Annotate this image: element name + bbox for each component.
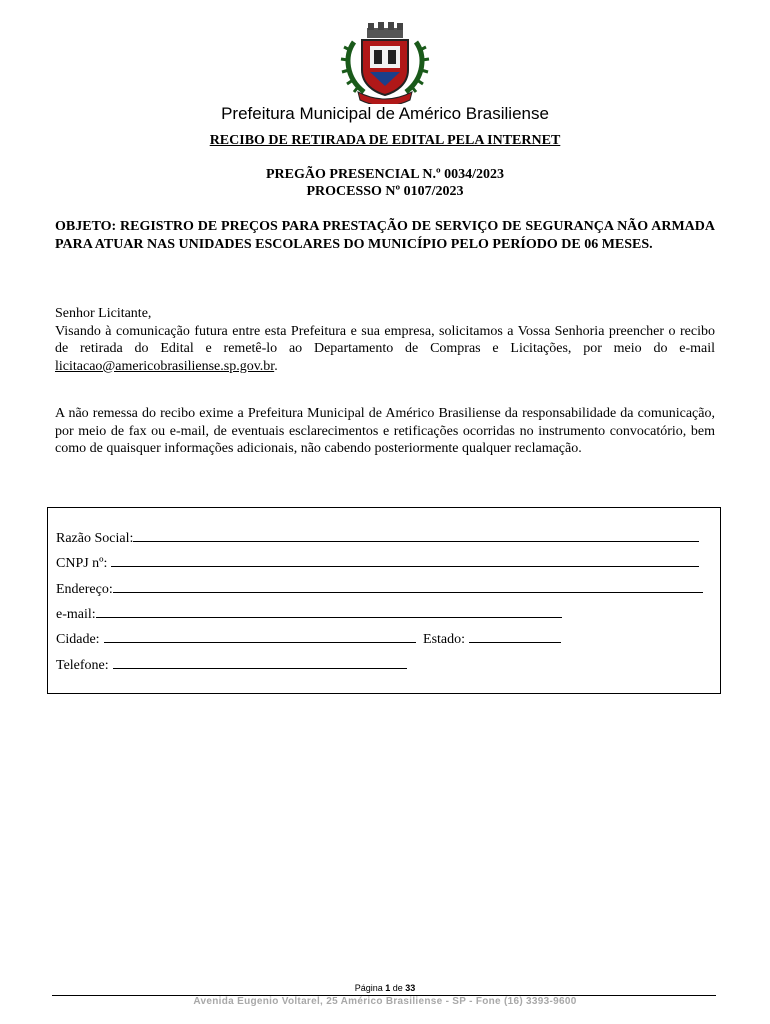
- email-blank[interactable]: [96, 605, 562, 618]
- receipt-form: [47, 507, 721, 694]
- estado-label: Estado:: [423, 632, 466, 647]
- paragraph-text: Visando à comunicação futura entre esta Prefeitura e sua empresa, solicitamos a Vossa Senhoria preencher o recibo de retirada do Edital e remetê-lo ao Departamento de Compras e Licitações, por meio do e-mail: [55, 323, 715, 356]
- telefone-blank[interactable]: [113, 656, 407, 669]
- pregao-number: PREGÃO PRESENCIAL N.º 0034/2023: [266, 167, 504, 182]
- razao-social-label: Razão Social:: [56, 531, 134, 546]
- field-cnpj[interactable]: [56, 554, 699, 572]
- page-current: 1: [385, 983, 391, 993]
- cnpj-blank[interactable]: [111, 554, 699, 567]
- email-label: e-mail:: [56, 607, 96, 622]
- field-cidade-estado[interactable]: [56, 630, 561, 648]
- document-heading: RECIBO DE RETIRADA DE EDITAL PELA INTERNET: [209, 133, 561, 148]
- field-email[interactable]: [56, 605, 562, 623]
- paragraph-body: [55, 323, 715, 376]
- footer-address: Avenida Eugenio Voltarel, 25 Américo Brasiliense - SP - Fone (16) 3393-9600: [193, 996, 577, 1007]
- cnpj-label: CNPJ nº:: [56, 556, 108, 571]
- paragraph-end: .: [274, 358, 278, 374]
- telefone-label: Telefone:: [56, 658, 109, 673]
- email-link[interactable]: licitacao@americobrasiliense.sp.gov.br: [55, 358, 275, 374]
- cidade-label: Cidade:: [56, 632, 100, 647]
- field-razao-social[interactable]: [56, 529, 699, 547]
- page-number: [0, 983, 770, 993]
- field-endereco[interactable]: [56, 580, 703, 598]
- endereco-blank[interactable]: [113, 580, 703, 593]
- intro-paragraph: [55, 305, 715, 375]
- cidade-blank[interactable]: [104, 630, 416, 643]
- municipal-coat-of-arms-icon: [340, 22, 430, 104]
- municipality-title: Prefeitura Municipal de Américo Brasiliense: [221, 104, 549, 123]
- salutation: Senhor Licitante,: [55, 306, 152, 321]
- field-telefone[interactable]: [56, 656, 407, 674]
- page-of: de: [392, 983, 403, 993]
- page-total: 33: [405, 983, 416, 993]
- objeto-statement: OBJETO: REGISTRO DE PREÇOS PARA PRESTAÇÃO DE SERVIÇO DE SEGURANÇA NÃO ARMADA PARA ATUAR NAS UNIDADES ESCOLARES DO MUNICÍPIO PELO PERÍODO DE 06 MESES.: [55, 219, 715, 252]
- page-label: Página: [354, 983, 383, 993]
- endereco-label: Endereço:: [56, 582, 113, 597]
- razao-social-blank[interactable]: [133, 529, 699, 542]
- processo-number: PROCESSO Nº 0107/2023: [306, 184, 464, 199]
- disclaimer-paragraph: A não remessa do recibo exime a Prefeitura Municipal de Américo Brasiliense da responsabilidade da comunicação, por meio de fax ou e-mail, de eventuais esclarecimentos e retificações ocorridas no instrumento convocatório, bem como de quaisquer informações adicionais, não cabendo posteriormente qualquer reclamação.: [55, 406, 715, 456]
- estado-blank[interactable]: [469, 630, 561, 643]
